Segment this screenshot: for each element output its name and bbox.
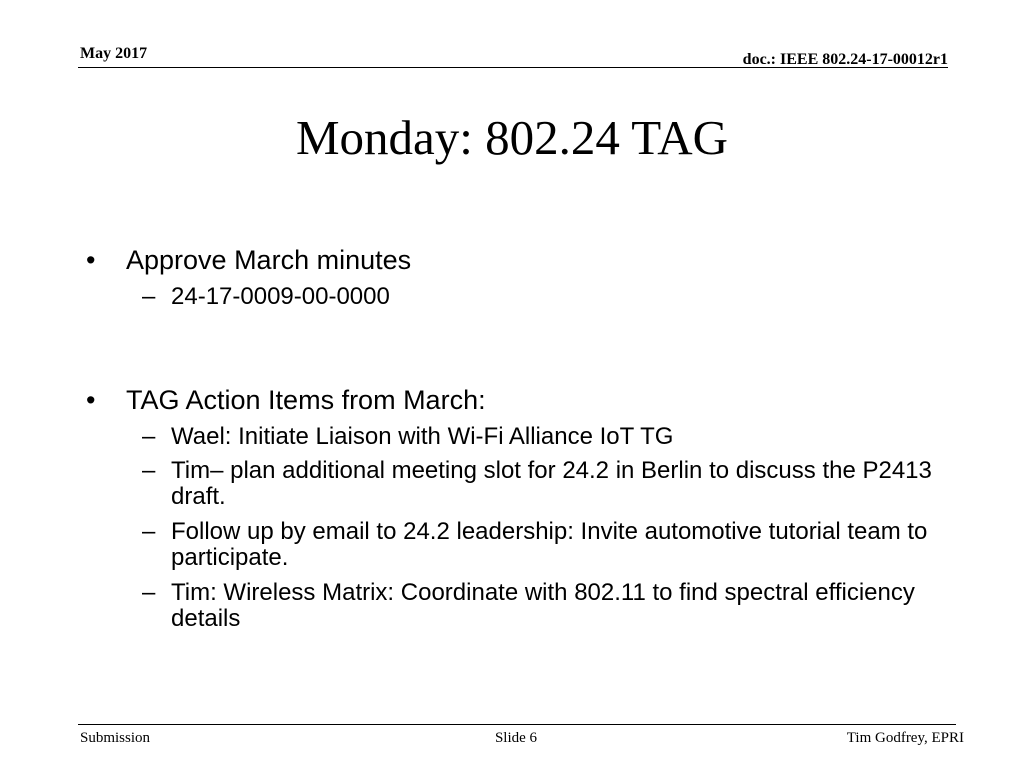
footer-submission: Submission — [80, 730, 151, 746]
sub-bullet-text: Tim– plan additional meeting slot for 24.2 in Berlin to discuss the P2413 draft. — [171, 457, 932, 510]
sub-bullet-item — [142, 458, 962, 510]
sub-bullet-text: 24-17-0009-00-0000 — [171, 283, 390, 310]
slide-title: Monday: 802.24 TAG — [295, 110, 729, 165]
sub-bullet-item — [142, 284, 962, 310]
sub-bullet-item — [142, 519, 962, 571]
dash-marker-icon: – — [142, 579, 156, 606]
dash-marker-icon: – — [142, 518, 156, 545]
bullet-marker-icon: • — [86, 245, 96, 275]
sub-bullet-text: Follow up by email to 24.2 leadership: Invite automotive tutorial team to participate. — [171, 518, 928, 571]
sub-bullet-text: Wael: Initiate Liaison with Wi-Fi Alliance IoT TG — [171, 423, 674, 450]
sub-bullet-text: Tim: Wireless Matrix: Coordinate with 802.11 to find spectral efficiency details — [171, 579, 915, 632]
sub-bullet-item — [142, 580, 962, 632]
footer-divider — [78, 724, 956, 725]
footer-slide-number: Slide 6 — [494, 730, 538, 746]
footer-author: Tim Godfrey, EPRI — [846, 730, 964, 746]
dash-marker-icon: – — [142, 457, 156, 484]
dash-marker-icon: – — [142, 283, 156, 310]
bullet-text: TAG Action Items from March: — [126, 385, 486, 415]
bullet-item — [86, 384, 486, 416]
sub-bullet-item — [142, 424, 962, 450]
header-date: May 2017 — [80, 45, 148, 62]
header-document-id: doc.: IEEE 802.24-17-00012r1 — [742, 51, 948, 68]
bullet-marker-icon: • — [86, 385, 96, 415]
bullet-text: Approve March minutes — [126, 245, 412, 275]
dash-marker-icon: – — [142, 423, 156, 450]
bullet-item — [86, 244, 411, 276]
